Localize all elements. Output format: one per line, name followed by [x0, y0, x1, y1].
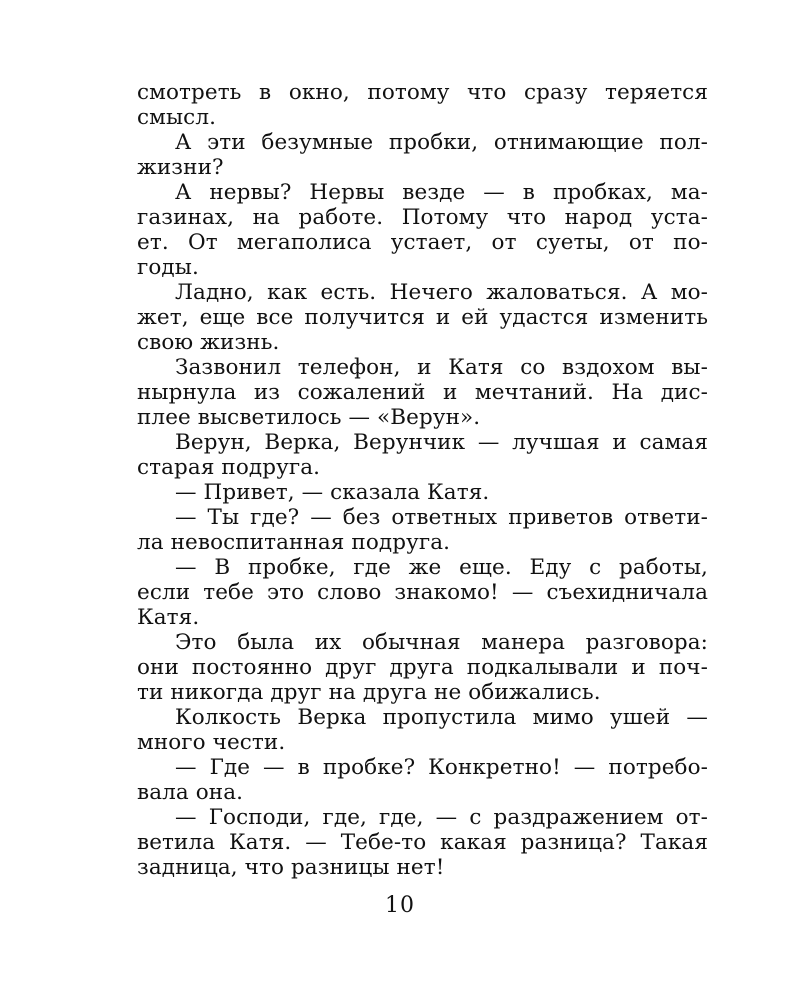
text-line: задница, что разницы нет! — [137, 855, 445, 880]
page-body — [137, 80, 708, 880]
text-line: ла невоспитанная подруга. — [137, 530, 451, 555]
text-line: — Господи, где, где, — с раздражением от- — [175, 805, 708, 830]
text-line: А нервы? Нервы везде — в пробках, ма- — [175, 180, 708, 205]
text-line: ет. От мегаполиса устает, от суеты, от по- — [137, 230, 708, 255]
text-line: вала она. — [137, 780, 244, 805]
text-line: — Привет, — сказала Катя. — [175, 480, 490, 505]
text-line: Катя. — [137, 605, 200, 630]
text-line: — В пробке, где же еще. Еду с работы, — [175, 555, 708, 580]
text-line: Это была их обычная манера разговора: — [175, 630, 708, 655]
text-line: Зазвонил телефон, и Катя со вздохом вы- — [175, 355, 708, 380]
text-line: годы. — [137, 255, 199, 280]
text-line: — Ты где? — без ответных приветов ответи- — [175, 505, 708, 530]
text-line: свою жизнь. — [137, 330, 280, 355]
text-line: Верун, Верка, Верунчик — лучшая и самая — [175, 430, 708, 455]
text-line: они постоянно друг друга подкалывали и поч- — [137, 655, 708, 680]
text-line: много чести. — [137, 730, 286, 755]
text-line: — Где — в пробке? Конкретно! — потребо- — [175, 755, 708, 780]
text-line: жет, еще все получится и ей удастся изменить — [137, 305, 708, 330]
text-line: жизни? — [137, 155, 224, 180]
text-line: нырнула из сожалений и мечтаний. На дис- — [137, 380, 708, 405]
text-line: ти никогда друг на друга не обижались. — [137, 680, 601, 705]
text-line: Ладно, как есть. Нечего жаловаться. А мо- — [175, 280, 708, 305]
text-line: смысл. — [137, 105, 217, 130]
text-line: газинах, на работе. Потому что народ устa- — [137, 205, 708, 230]
text-line: плее высветилось — «Верун». — [137, 405, 481, 430]
text-line: А эти безумные пробки, отнимающие пол- — [175, 130, 708, 155]
text-line: если тебе это слово знакомо! — съехидничала — [137, 580, 708, 605]
text-line: смотреть в окно, потому что сразу теряется — [137, 80, 708, 105]
page-number: 10 — [385, 893, 415, 918]
text-line: Колкость Верка пропустила мимо ушей — — [175, 705, 708, 730]
text-line: ветила Катя. — Тебе-то какая разница? Такая — [137, 830, 708, 855]
text-line: старая подруга. — [137, 455, 321, 480]
